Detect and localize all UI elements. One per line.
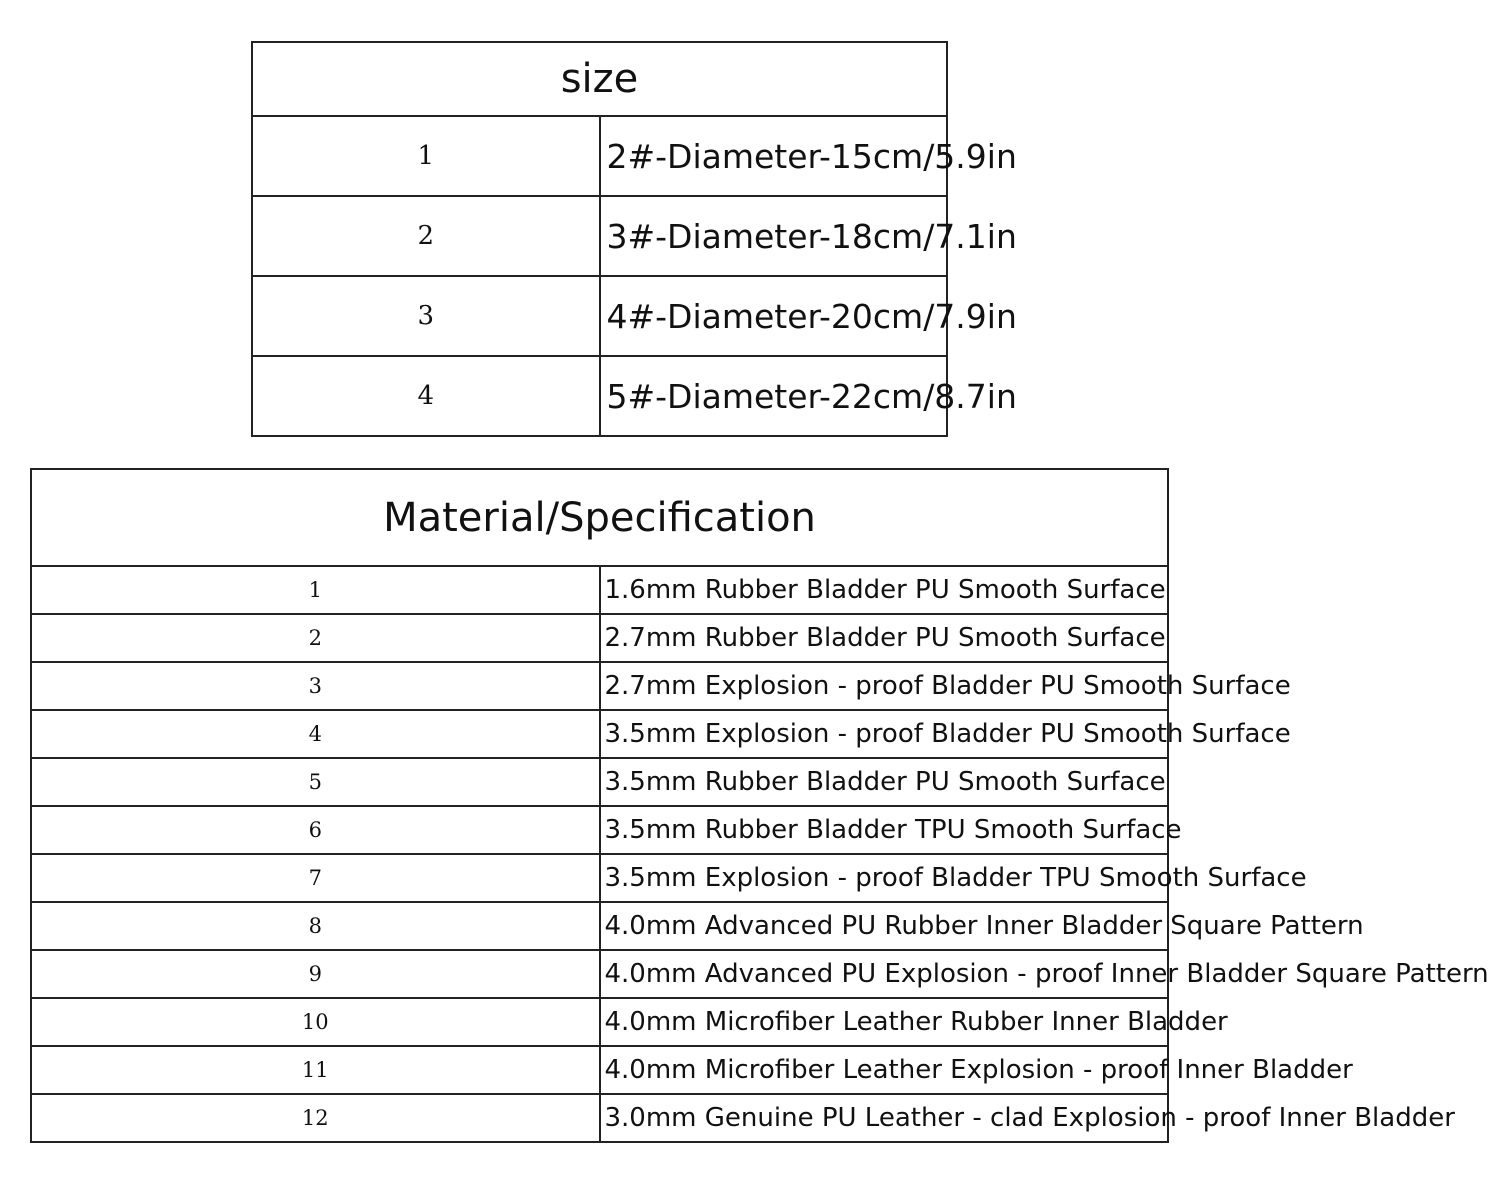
material-row-value: 3.5mm Rubber Bladder TPU Smooth Surface <box>600 806 1169 854</box>
material-row <box>31 614 1168 662</box>
material-row-value: 2.7mm Rubber Bladder PU Smooth Surface <box>600 614 1169 662</box>
size-row <box>252 116 947 196</box>
size-row-value: 3#-Diameter-18cm/7.1in <box>600 196 948 276</box>
material-row <box>31 1094 1168 1142</box>
size-row-value: 2#-Diameter-15cm/5.9in <box>600 116 948 196</box>
size-row-number: 2 <box>252 196 600 276</box>
material-row-number: 10 <box>31 998 600 1046</box>
material-row <box>31 806 1168 854</box>
material-row-value: 4.0mm Advanced PU Explosion - proof Inner Bladder Square Pattern <box>600 950 1169 998</box>
material-row-value: 3.0mm Genuine PU Leather - clad Explosion - proof Inner Bladder <box>600 1094 1169 1142</box>
material-row-value: 2.7mm Explosion - proof Bladder PU Smooth Surface <box>600 662 1169 710</box>
material-row-number: 8 <box>31 902 600 950</box>
material-row-value: 3.5mm Rubber Bladder PU Smooth Surface <box>600 758 1169 806</box>
material-row <box>31 710 1168 758</box>
material-row-value: 3.5mm Explosion - proof Bladder PU Smooth Surface <box>600 710 1169 758</box>
material-row <box>31 758 1168 806</box>
material-row <box>31 566 1168 614</box>
material-table-header: Material/Specification <box>31 469 1168 566</box>
material-row-number: 9 <box>31 950 600 998</box>
material-row-number: 2 <box>31 614 600 662</box>
size-table <box>251 41 1017 437</box>
size-table-header: size <box>252 42 947 116</box>
material-row-number: 12 <box>31 1094 600 1142</box>
material-row-number: 5 <box>31 758 600 806</box>
material-row <box>31 662 1168 710</box>
size-row-value: 5#-Diameter-22cm/8.7in <box>600 356 948 436</box>
size-row-number: 4 <box>252 356 600 436</box>
material-row <box>31 998 1168 1046</box>
size-row <box>252 196 947 276</box>
material-row-value: 4.0mm Microfiber Leather Rubber Inner Bladder <box>600 998 1169 1046</box>
material-row <box>31 902 1168 950</box>
size-row-number: 3 <box>252 276 600 356</box>
material-row-value: 1.6mm Rubber Bladder PU Smooth Surface <box>600 566 1169 614</box>
material-row <box>31 854 1168 902</box>
material-row-value: 4.0mm Microfiber Leather Explosion - proof Inner Bladder <box>600 1046 1169 1094</box>
material-row <box>31 950 1168 998</box>
material-row-value: 4.0mm Advanced PU Rubber Inner Bladder Square Pattern <box>600 902 1169 950</box>
material-row-number: 6 <box>31 806 600 854</box>
material-row-number: 1 <box>31 566 600 614</box>
size-row-value: 4#-Diameter-20cm/7.9in <box>600 276 948 356</box>
size-row-number: 1 <box>252 116 600 196</box>
material-table-header-row <box>31 469 1168 566</box>
material-row-number: 3 <box>31 662 600 710</box>
size-table-header-row <box>252 42 947 116</box>
size-row <box>252 356 947 436</box>
material-table <box>30 468 1489 1143</box>
material-row-value: 3.5mm Explosion - proof Bladder TPU Smooth Surface <box>600 854 1169 902</box>
material-row-number: 7 <box>31 854 600 902</box>
material-row-number: 11 <box>31 1046 600 1094</box>
material-row <box>31 1046 1168 1094</box>
material-row-number: 4 <box>31 710 600 758</box>
size-row <box>252 276 947 356</box>
